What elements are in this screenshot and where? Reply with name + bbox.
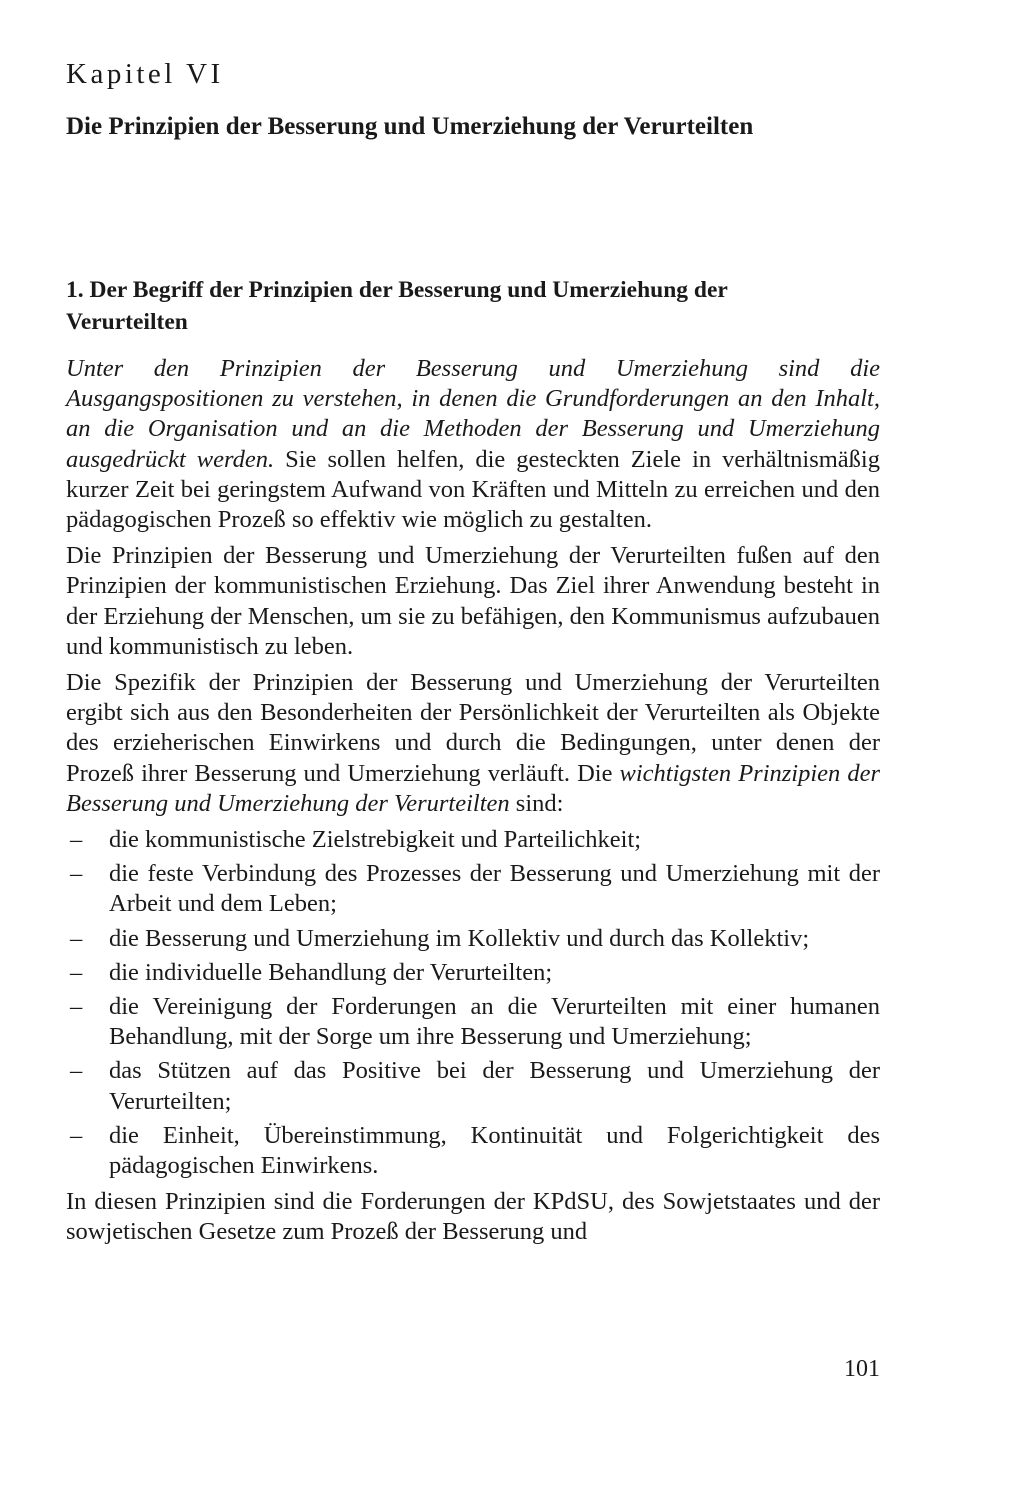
list-item-text: die feste Verbindung des Prozesses der Besserung und Umerziehung mit der Arbeit und dem Leben;: [109, 860, 880, 918]
list-item-text: die Besserung und Umerziehung im Kollektiv und durch das Kollektiv;: [109, 924, 810, 952]
dash-bullet: –: [70, 826, 83, 854]
paragraph-definition: [66, 354, 880, 535]
specifics-italic: wichtigsten Prinzipien der Besserung und Umerziehung der Verurteilten: [66, 759, 880, 817]
dash-bullet: –: [70, 860, 83, 888]
dash-bullet: –: [70, 924, 83, 952]
list-item-text: die individuelle Behandlung der Verurteilten;: [109, 958, 553, 986]
list-item: [66, 924, 880, 954]
principles-list: [66, 825, 880, 1181]
list-item: [66, 859, 880, 919]
chapter-title: Die Prinzipien der Besserung und Umerziehung der Verurteilten: [66, 113, 754, 140]
dash-bullet: –: [70, 1057, 83, 1085]
paragraph-specifics: [66, 668, 880, 819]
dash-bullet: –: [70, 958, 83, 986]
list-item-text: die Vereinigung der Forderungen an die Verurteilten mit einer humanen Behandlung, mit der Sorge um ihre Besserung und Umerziehung;: [109, 993, 880, 1051]
specifics-start: Die Spezifik der Prinzipien der Besserung und Umerziehung der Verurteilten ergibt sich aus den Besonderheiten der Persönlichkeit der Verurteilten als Objekte des erzieherischen Einwirkens und durch die Bedingungen, unter denen der Prozeß ihrer Besserung und Umerziehung verläuft. Die: [66, 669, 880, 787]
list-item: [66, 958, 880, 988]
chapter-label: Kapitel VI: [66, 58, 224, 90]
list-item-text: die kommunistische Zielstrebigkeit und Parteilichkeit;: [109, 826, 642, 854]
list-item: [66, 825, 880, 855]
section-heading: 1. Der Begriff der Prinzipien der Besserung und Umerziehung der Verurteilten: [66, 277, 728, 335]
list-item: [66, 1056, 880, 1116]
paragraph-conclusion: In diesen Prinzipien sind die Forderungen der KPdSU, des Sowjetstaates und der sowjetischen Gesetze zum Prozeß der Besserung und: [66, 1188, 880, 1246]
body-text: [66, 354, 880, 1254]
page-number: 101: [844, 1356, 880, 1382]
definition-italic: Unter den Prinzipien der Besserung und Umerziehung sind die Ausgangspositionen zu verstehen, in denen die Grundforderungen an den Inhalt, an die Organisation und an die Methoden der Besserung und Umerziehung ausgedrückt werden.: [66, 355, 880, 473]
dash-bullet: –: [70, 1121, 83, 1149]
paragraph-foundation: Die Prinzipien der Besserung und Umerziehung der Verurteilten fußen auf den Prinzipien der kommunistischen Erziehung. Das Ziel ihrer Anwendung besteht in der Erziehung der Menschen, um sie zu befähigen, den Kommunismus aufzubauen und kommunistisch zu leben.: [66, 542, 880, 660]
list-item: [66, 992, 880, 1052]
dash-bullet: –: [70, 993, 83, 1021]
definition-rest: Sie sollen helfen, die gesteckten Ziele in verhältnismäßig kurzer Zeit bei geringstem Aufwand von Kräften und Mitteln zu erreichen und den pädagogischen Prozeß so effektiv wie möglich zu gestalten.: [66, 445, 880, 534]
list-item-text: die Einheit, Übereinstimmung, Kontinuität und Folgerichtigkeit des pädagogischen Einwirkens.: [109, 1121, 880, 1180]
specifics-end: sind:: [509, 789, 564, 817]
list-item: [66, 1121, 880, 1181]
list-item-text: das Stützen auf das Positive bei der Besserung und Umerziehung der Verurteilten;: [109, 1057, 880, 1115]
